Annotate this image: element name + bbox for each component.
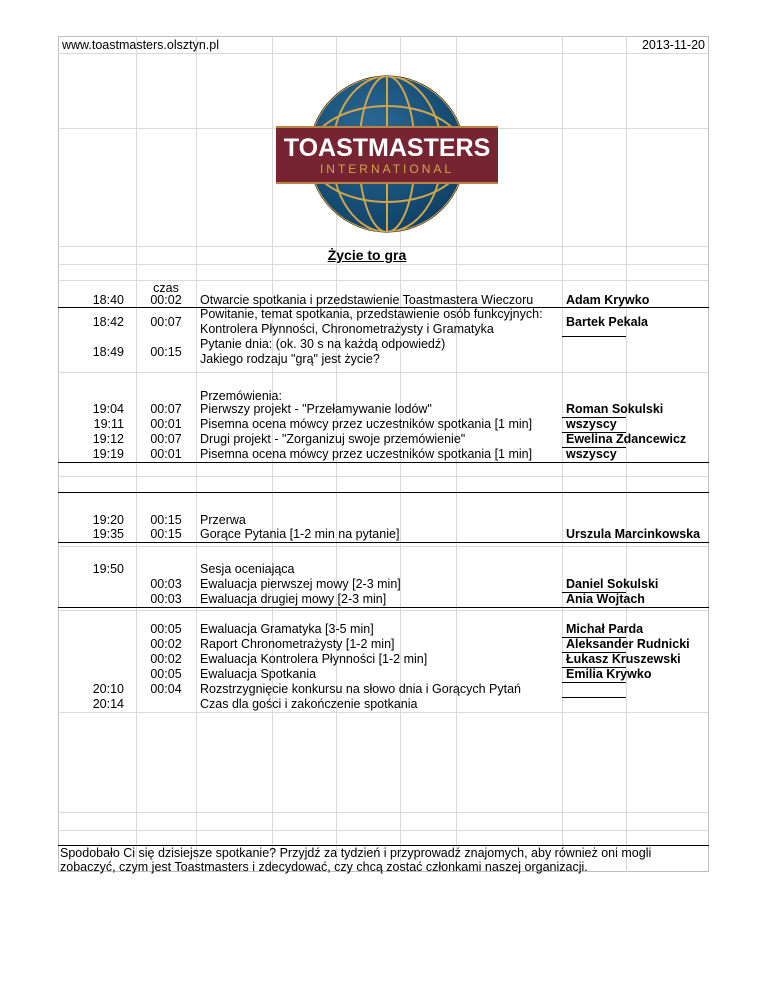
row-description: Otwarcie spotkania i przedstawienie Toastmastera Wieczoru xyxy=(200,293,534,307)
row-person: wszyscy xyxy=(566,447,617,461)
row-person: Emilia Krywko xyxy=(566,667,652,681)
row-time: 20:14 xyxy=(92,697,124,711)
row-description: Ewaluacja Kontrolera Płynności [1-2 min] xyxy=(200,652,428,666)
row-time: 18:49 xyxy=(92,345,124,359)
row-person: Łukasz Kruszewski xyxy=(566,652,681,666)
row-person: Daniel Sokulski xyxy=(566,577,659,591)
row-person: Michał Parda xyxy=(566,622,644,636)
row-duration: 00:02 xyxy=(150,293,182,307)
row-person: Ewelina Zdancewicz xyxy=(566,432,687,446)
row-rule xyxy=(58,462,709,463)
row-duration: 00:03 xyxy=(150,592,182,606)
row-description: Pierwszy projekt - "Przełamywanie lodów" xyxy=(200,402,432,416)
row-rule xyxy=(58,607,709,608)
row-rule xyxy=(562,336,626,337)
row-time: 19:19 xyxy=(92,447,124,461)
row-person: Roman Sokulski xyxy=(566,402,664,416)
logo-word2: INTERNATIONAL xyxy=(319,162,455,176)
grid-row-line xyxy=(58,712,709,713)
row-description: Ewaluacja Spotkania xyxy=(200,667,317,681)
row-time: 19:12 xyxy=(92,432,124,446)
row-duration: 00:01 xyxy=(150,447,182,461)
footer-text-line2: zobaczyć, czym jest Toastmasters i zdecydować, czy chcą zostać członkami naszej organizacji. xyxy=(60,860,588,874)
row-duration: 00:07 xyxy=(150,402,182,416)
row-description: Drugi projekt - "Zorganizuj swoje przemówienie" xyxy=(200,432,466,446)
row-duration: 00:15 xyxy=(150,345,182,359)
row-rule xyxy=(58,492,709,493)
row-time: 18:40 xyxy=(92,293,124,307)
grid-row-line xyxy=(58,264,709,265)
grid-col-line xyxy=(626,36,627,872)
row-description: Pisemna ocena mówcy przez uczestników spotkania [1 min] xyxy=(200,447,533,461)
row-description: Ewaluacja pierwszej mowy [2-3 min] xyxy=(200,577,401,591)
row-time: 19:11 xyxy=(93,417,124,431)
grid-row-line xyxy=(58,812,709,813)
row-duration: 00:15 xyxy=(150,527,182,541)
grid-row-line xyxy=(58,53,709,54)
row-description: Przerwa xyxy=(200,513,246,527)
row-duration: 00:02 xyxy=(150,652,182,666)
row-description: Ewaluacja drugiej mowy [2-3 min] xyxy=(200,592,387,606)
row-description: Czas dla gości i zakończenie spotkania xyxy=(200,697,418,711)
grid-row-line xyxy=(58,610,709,611)
row-description: Pisemna ocena mówcy przez uczestników spotkania [1 min] xyxy=(200,417,533,431)
section-heading: Przemówienia: xyxy=(200,389,282,403)
row-rule xyxy=(562,682,626,683)
row-description: Ewaluacja Gramatyka [3-5 min] xyxy=(200,622,374,636)
row-duration: 00:02 xyxy=(150,637,182,651)
row-rule xyxy=(58,542,709,543)
row-duration: 00:15 xyxy=(150,513,182,527)
row-duration: 00:07 xyxy=(150,432,182,446)
row-time: 19:20 xyxy=(92,513,124,527)
grid-row-line xyxy=(58,372,709,373)
agenda-sheet xyxy=(58,36,709,872)
row-duration: 00:07 xyxy=(150,315,182,329)
row-description: Gorące Pytania [1-2 min na pytanie] xyxy=(200,527,400,541)
meeting-title: Życie to gra xyxy=(327,247,407,263)
row-description: Rozstrzygnięcie konkursu na słowo dnia i Gorących Pytań xyxy=(200,682,521,696)
row-person: Adam Krywko xyxy=(566,293,650,307)
row-person: Ania Wojtach xyxy=(566,592,645,606)
row-person: Bartek Pekala xyxy=(566,315,649,329)
row-time: 19:50 xyxy=(92,562,124,576)
toastmasters-logo xyxy=(276,74,498,234)
row-description: Powitanie, temat spotkania, przedstawienie osób funkcyjnych: xyxy=(200,307,543,321)
grid-row-line xyxy=(58,476,709,477)
row-duration: 00:05 xyxy=(150,622,182,636)
row-time: 20:10 xyxy=(92,682,124,696)
grid-col-line xyxy=(562,36,563,872)
site-url: www.toastmasters.olsztyn.pl xyxy=(62,38,219,52)
row-description-line2: Jakiego rodzaju "grą" jest życie? xyxy=(200,352,380,366)
row-duration: 00:01 xyxy=(150,417,182,431)
row-person: wszyscy xyxy=(566,417,617,431)
section-heading: Sesja oceniająca xyxy=(200,562,295,576)
grid-row-line xyxy=(58,546,709,547)
row-time: 18:42 xyxy=(92,315,124,329)
grid-row-line xyxy=(58,830,709,831)
footer-text-line1: Spodobało Ci się dzisiejsze spotkanie? Przyjdź za tydzień i przyprowadź znajomych, aby również oni mogli xyxy=(60,846,652,860)
agenda-date: 2013-11-20 xyxy=(641,38,705,52)
logo-word1: TOASTMASTERS xyxy=(283,134,491,162)
row-description-line2: Kontrolera Płynności, Chronometrażysty i Gramatyka xyxy=(200,322,494,336)
column-header-czas: czas xyxy=(153,281,179,295)
row-duration: 00:04 xyxy=(150,682,182,696)
row-rule xyxy=(562,697,626,698)
row-duration: 00:03 xyxy=(150,577,182,591)
row-duration: 00:05 xyxy=(150,667,182,681)
row-description: Pytanie dnia: (ok. 30 s na każdą odpowiedź) xyxy=(200,337,446,351)
row-description: Raport Chronometrażysty [1-2 min] xyxy=(200,637,395,651)
row-time: 19:04 xyxy=(92,402,124,416)
row-person: Aleksander Rudnicki xyxy=(566,637,690,651)
row-time: 19:35 xyxy=(92,527,124,541)
row-person: Urszula Marcinkowska xyxy=(566,527,701,541)
grid-col-line xyxy=(196,36,197,872)
